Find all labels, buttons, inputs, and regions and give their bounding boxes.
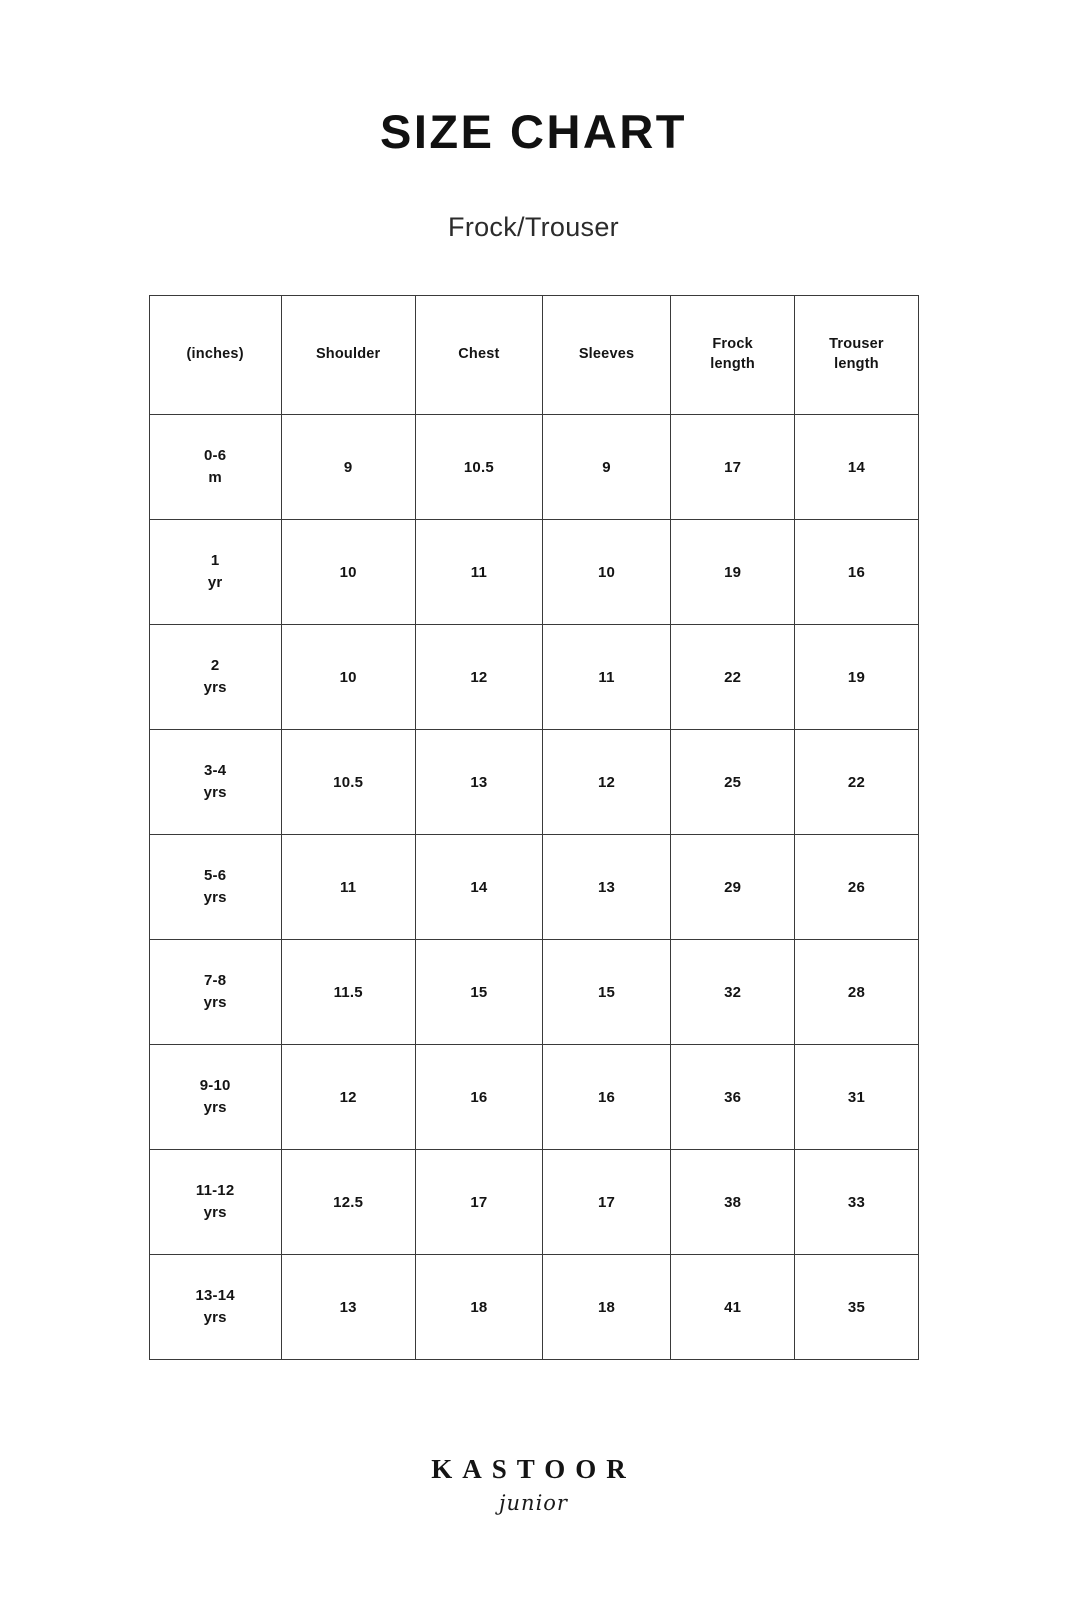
cell-size-line1: 9-10: [199, 1077, 231, 1095]
column-header-trouser-length-line1: Trouser: [829, 336, 884, 353]
cell-frock-length: 22: [670, 625, 795, 730]
table-header-row: [149, 296, 918, 415]
cell-size-line2: m: [208, 469, 222, 486]
cell-size-line1: 13-14: [195, 1287, 235, 1305]
cell-size-line1: 11-12: [195, 1182, 235, 1200]
cell-frock-length: 17: [670, 415, 795, 520]
cell-trouser-length: 22: [795, 730, 918, 835]
cell-chest: 11: [415, 520, 543, 625]
cell-sleeves: 10: [543, 520, 671, 625]
cell-chest: 16: [415, 1045, 543, 1150]
cell-shoulder: 10: [281, 520, 415, 625]
cell-size-line2: yrs: [203, 1099, 227, 1116]
cell-shoulder: 11.5: [281, 940, 415, 1045]
page-title: SIZE CHART: [380, 105, 687, 158]
column-header-units-line1: (inches): [186, 346, 244, 363]
cell-size-line1: 1: [210, 552, 220, 570]
cell-size-line1: 7-8: [203, 972, 227, 990]
size-table: [149, 295, 919, 1360]
cell-size: [149, 940, 281, 1045]
cell-frock-length: 41: [670, 1255, 795, 1360]
column-header-frock-length-line2: length: [710, 356, 755, 372]
cell-size: [149, 625, 281, 730]
page-subtitle: Frock/Trouser: [448, 212, 619, 242]
cell-size: [149, 835, 281, 940]
cell-size: [149, 1255, 281, 1360]
table-row: [149, 520, 918, 625]
table-body: [149, 415, 918, 1360]
cell-chest: 15: [415, 940, 543, 1045]
cell-frock-length: 19: [670, 520, 795, 625]
column-header-chest: [415, 296, 543, 415]
cell-sleeves: 13: [543, 835, 671, 940]
cell-size: [149, 1045, 281, 1150]
cell-size-line1: 2: [210, 657, 220, 675]
cell-shoulder: 12: [281, 1045, 415, 1150]
cell-sleeves: 12: [543, 730, 671, 835]
cell-size-line2: yrs: [203, 1309, 227, 1326]
cell-size: [149, 520, 281, 625]
cell-sleeves: 15: [543, 940, 671, 1045]
cell-sleeves: 16: [543, 1045, 671, 1150]
cell-trouser-length: 16: [795, 520, 918, 625]
table-row: [149, 835, 918, 940]
cell-trouser-length: 26: [795, 835, 918, 940]
cell-sleeves: 9: [543, 415, 671, 520]
cell-sleeves: 11: [543, 625, 671, 730]
cell-trouser-length: 31: [795, 1045, 918, 1150]
cell-size-line2: yrs: [203, 679, 227, 696]
cell-frock-length: 29: [670, 835, 795, 940]
column-header-trouser-length-line2: length: [834, 356, 879, 372]
cell-size-line2: yrs: [203, 784, 227, 801]
table-row: [149, 415, 918, 520]
cell-shoulder: 9: [281, 415, 415, 520]
cell-chest: 12: [415, 625, 543, 730]
column-header-sleeves-line1: Sleeves: [578, 346, 635, 363]
cell-size-line1: 3-4: [203, 762, 227, 780]
cell-frock-length: 25: [670, 730, 795, 835]
column-header-frock-length-line1: Frock: [712, 336, 753, 353]
cell-chest: 17: [415, 1150, 543, 1255]
column-header-trouser-length: [795, 296, 918, 415]
cell-frock-length: 32: [670, 940, 795, 1045]
cell-size: [149, 730, 281, 835]
table-row: [149, 1255, 918, 1360]
cell-trouser-length: 33: [795, 1150, 918, 1255]
table-row: [149, 1150, 918, 1255]
cell-size-line2: yrs: [203, 889, 227, 906]
size-table-container: [149, 295, 919, 1360]
brand-tagline: junior: [499, 1491, 568, 1515]
cell-shoulder: 12.5: [281, 1150, 415, 1255]
brand-logo: [0, 1454, 1067, 1515]
cell-chest: 14: [415, 835, 543, 940]
cell-chest: 13: [415, 730, 543, 835]
cell-chest: 10.5: [415, 415, 543, 520]
table-header: [149, 296, 918, 415]
column-header-frock-length: [670, 296, 795, 415]
cell-trouser-length: 14: [795, 415, 918, 520]
table-row: [149, 730, 918, 835]
cell-frock-length: 38: [670, 1150, 795, 1255]
brand-name: KASTOOR: [431, 1454, 636, 1484]
cell-chest: 18: [415, 1255, 543, 1360]
column-header-chest-line1: Chest: [458, 346, 500, 363]
cell-trouser-length: 28: [795, 940, 918, 1045]
column-header-units: [149, 296, 281, 415]
cell-size: [149, 1150, 281, 1255]
cell-size-line2: yr: [207, 574, 223, 591]
cell-size-line2: yrs: [203, 994, 227, 1011]
column-header-shoulder-line1: Shoulder: [315, 346, 381, 363]
column-header-sleeves: [543, 296, 671, 415]
column-header-shoulder: [281, 296, 415, 415]
cell-frock-length: 36: [670, 1045, 795, 1150]
cell-trouser-length: 19: [795, 625, 918, 730]
table-row: [149, 625, 918, 730]
cell-size-line1: 5-6: [203, 867, 227, 885]
cell-shoulder: 11: [281, 835, 415, 940]
cell-shoulder: 13: [281, 1255, 415, 1360]
cell-trouser-length: 35: [795, 1255, 918, 1360]
cell-size-line1: 0-6: [203, 447, 227, 465]
cell-size-line2: yrs: [203, 1204, 227, 1221]
cell-shoulder: 10.5: [281, 730, 415, 835]
table-row: [149, 1045, 918, 1150]
table-row: [149, 940, 918, 1045]
cell-sleeves: 18: [543, 1255, 671, 1360]
cell-size: [149, 415, 281, 520]
cell-shoulder: 10: [281, 625, 415, 730]
cell-sleeves: 17: [543, 1150, 671, 1255]
